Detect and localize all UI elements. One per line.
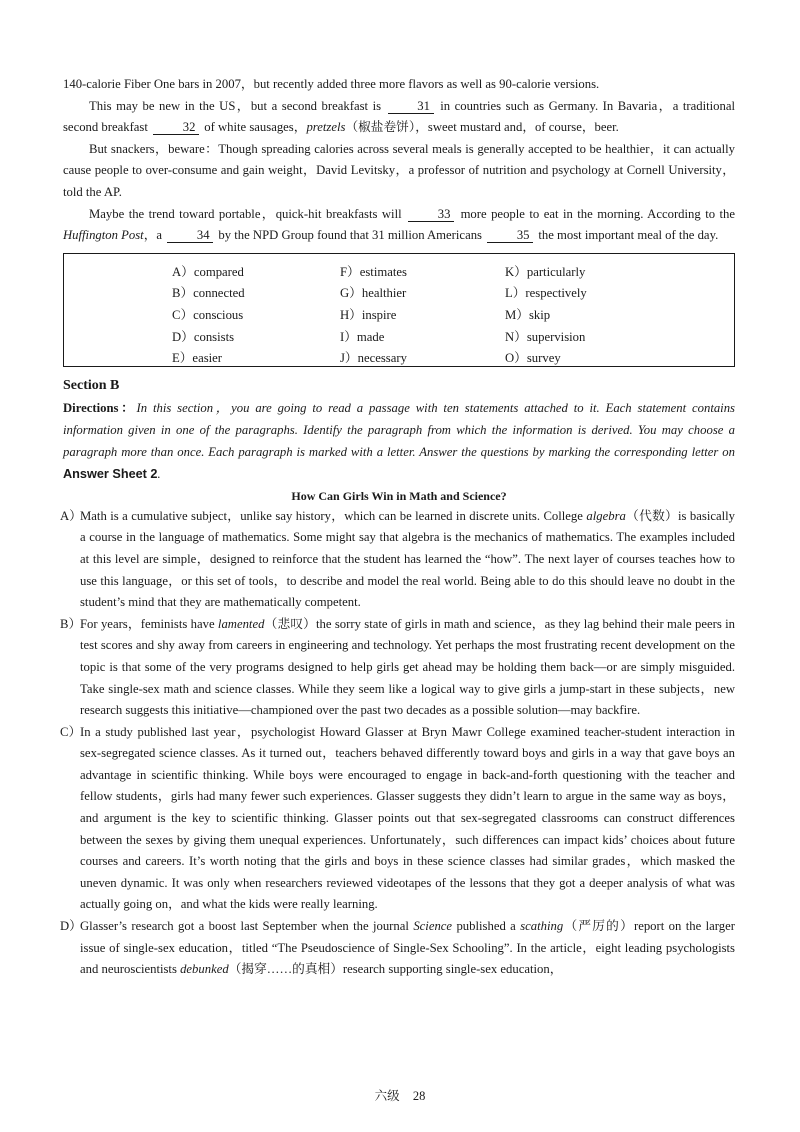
- paragraph-text: Math is a cumulative subject，unlike say history，which can be learned in discrete units. College: [80, 508, 587, 523]
- blank-32[interactable]: 32: [153, 120, 199, 135]
- term-scathing: scathing: [520, 919, 564, 934]
- paragraph-text: Glasser’s research got a boost last September when the journal: [80, 919, 414, 934]
- option-b[interactable]: B）connected: [172, 286, 245, 301]
- option-n[interactable]: N）supervision: [505, 329, 586, 344]
- term-lamented: lamented: [217, 616, 265, 631]
- option-h[interactable]: H）inspire: [340, 307, 397, 322]
- passage-text: （椒盐卷饼），sweet mustard and，of course，beer.: [345, 120, 619, 135]
- passage-text: But snackers，beware：Though spreading calories across several meals is generally accepted to be healthier，it can actually cause people to over-consume and gain weight，David Levitsky，a professor of nutrition and psychology at Cornell University，told the AP.: [63, 141, 735, 199]
- word-bank-box: [63, 253, 735, 367]
- term-huffington-post: Huffington Post: [63, 228, 144, 243]
- term-algebra: algebra: [586, 508, 626, 523]
- paragraph-text: For years，feminists have: [80, 616, 218, 631]
- paragraph-text: （揭穿……的真相）research supporting single-sex education，: [228, 962, 563, 977]
- paragraph-label-c: C）: [60, 724, 82, 739]
- option-a[interactable]: A）compared: [172, 264, 244, 279]
- passage-text: more people to eat in the morning. According to the: [460, 206, 736, 221]
- passage-text: This may be new in the US，but a second breakfast is: [89, 98, 382, 113]
- blank-34[interactable]: 34: [167, 228, 213, 243]
- option-j[interactable]: J）necessary: [340, 351, 407, 366]
- option-o[interactable]: O）survey: [505, 351, 561, 366]
- passage-line-top: [63, 74, 735, 96]
- term-pretzels: pretzels: [306, 120, 346, 135]
- option-d[interactable]: D）consists: [172, 329, 235, 344]
- passage-paragraph-2: [63, 139, 735, 204]
- blank-35[interactable]: 35: [487, 228, 533, 243]
- passage-text: ，a: [143, 228, 163, 243]
- page-footer: [0, 1086, 800, 1104]
- passage-text: by the NPD Group found that 31 million Americans: [218, 228, 482, 243]
- passage-text: in countries such as Germany. In Bavaria，a traditional second breakfast: [63, 98, 736, 135]
- term-debunked: debunked: [180, 962, 229, 977]
- paragraph-label-d: D）: [60, 919, 82, 934]
- paragraph-text: In a study published last year，psychologist Howard Glasser at Bryn Mawr College examined teacher-student interaction in sex-segregated science classes. As it turned out，teachers behaved differently toward boys and girls in a way that gave boys an advantage in scientific thinking. While boys were encouraged to engage in back-and-forth questioning with the teacher and fellow students，girls had many fewer such experiences. Glasser suggests they didn’t learn to argue in the same way as boys，and argument is the key to scientific thinking. Glasser points out that sex-segregated classrooms can construct differences between the sexes by giving them unequal experiences. Unfortunately，such differences can impact kids’ choices about future courses and careers. It’s worth noting that the girls and boys in these science classes had similar grades，which masked the uneven dynamic. It was only when researchers reviewed videotapes of the lessons that they got a deeper analysis of what was actually going on，and what the kids were really learning.: [80, 724, 735, 912]
- passage-text: of white sausages，: [204, 120, 307, 135]
- article-title: How Can Girls Win in Math and Science?: [291, 488, 507, 503]
- option-f[interactable]: F）estimates: [340, 264, 407, 279]
- directions: [63, 397, 735, 485]
- answer-sheet-ref: Answer Sheet 2: [63, 466, 158, 481]
- paragraph-c: [60, 722, 735, 916]
- word-bank-column-1: [172, 262, 245, 370]
- option-c[interactable]: C）conscious: [172, 307, 244, 322]
- directions-label: Directions：: [63, 400, 137, 415]
- exam-level: 六级: [374, 1089, 400, 1103]
- paragraph-text: （代数）is basically a course in the language of mathematics. Some might say that algebra is the mechanics of mathematics. The examples included at this level are simple，designed to reinforce that the student has learned the “how”. The next layer of courses teaches how to use this language，or this set of tools，to describe and model the real world. Being able to do this should leave no doubt in the student’s mind that they are mathematically competent.: [80, 508, 735, 610]
- option-e[interactable]: E）easier: [172, 351, 223, 366]
- passage-text: Maybe the trend toward portable，quick-hit breakfasts will: [89, 206, 402, 221]
- passage-paragraph-1: [63, 96, 735, 139]
- paragraph-text: （悲叹）the sorry state of girls in math and science，as they lag behind their male peers in test scores and shy away from careers in engineering and technology. Yet perhaps the most frustrating recent development on the topic is that some of the very programs designed to help girls get ahead may be holding them back—or are simply misguided. Take single-sex math and science classes. While they seem like a logical way to give girls a jump-start in these subjects，new research suggests this initiative—championed over the past two decades as a possible solution—may backfire.: [80, 616, 735, 718]
- blank-31[interactable]: 31: [388, 99, 434, 114]
- section-b-title: Section B: [63, 377, 120, 393]
- option-g[interactable]: G）healthier: [340, 286, 407, 301]
- word-bank-column-3: [505, 262, 587, 370]
- passage-paragraph-3: [63, 204, 735, 247]
- paragraph-text: （严厉的）report on the larger issue of single-sex education，titled “The Pseudoscience of Single-Sex Schooling”. In the article，eight leading psychologists and neuroscientists: [80, 919, 735, 977]
- passage-text: 140-calorie Fiber One bars in 2007，but recently added three more flavors as well as 90-calorie versions.: [63, 77, 600, 91]
- option-l[interactable]: L）respectively: [505, 286, 587, 301]
- directions-end: .: [157, 466, 161, 481]
- paragraph-b: [60, 614, 735, 722]
- paragraph-a: [60, 506, 735, 614]
- paragraph-label-b: B）: [60, 616, 82, 631]
- paragraph-text: published a: [452, 919, 521, 934]
- paragraph-d: [60, 916, 735, 981]
- word-bank-column-2: [340, 262, 407, 370]
- passage-text: the most important meal of the day.: [538, 228, 719, 243]
- option-k[interactable]: K）particularly: [505, 264, 586, 279]
- page-number: 28: [412, 1089, 426, 1103]
- option-i[interactable]: I）made: [340, 329, 385, 344]
- paragraph-label-a: A）: [60, 508, 82, 523]
- page-content: [60, 74, 736, 981]
- directions-text: In this section，you are going to read a passage with ten statements attached to it. Each statement contains information given in one of the paragraphs. Identify the paragraph from which the information is derived. You may choose a paragraph more than once. Each paragraph is marked with a letter. Answer the questions by marking the corresponding letter on: [63, 400, 735, 459]
- blank-33[interactable]: 33: [408, 207, 454, 222]
- term-science: Science: [413, 919, 453, 934]
- option-m[interactable]: M）skip: [505, 307, 551, 322]
